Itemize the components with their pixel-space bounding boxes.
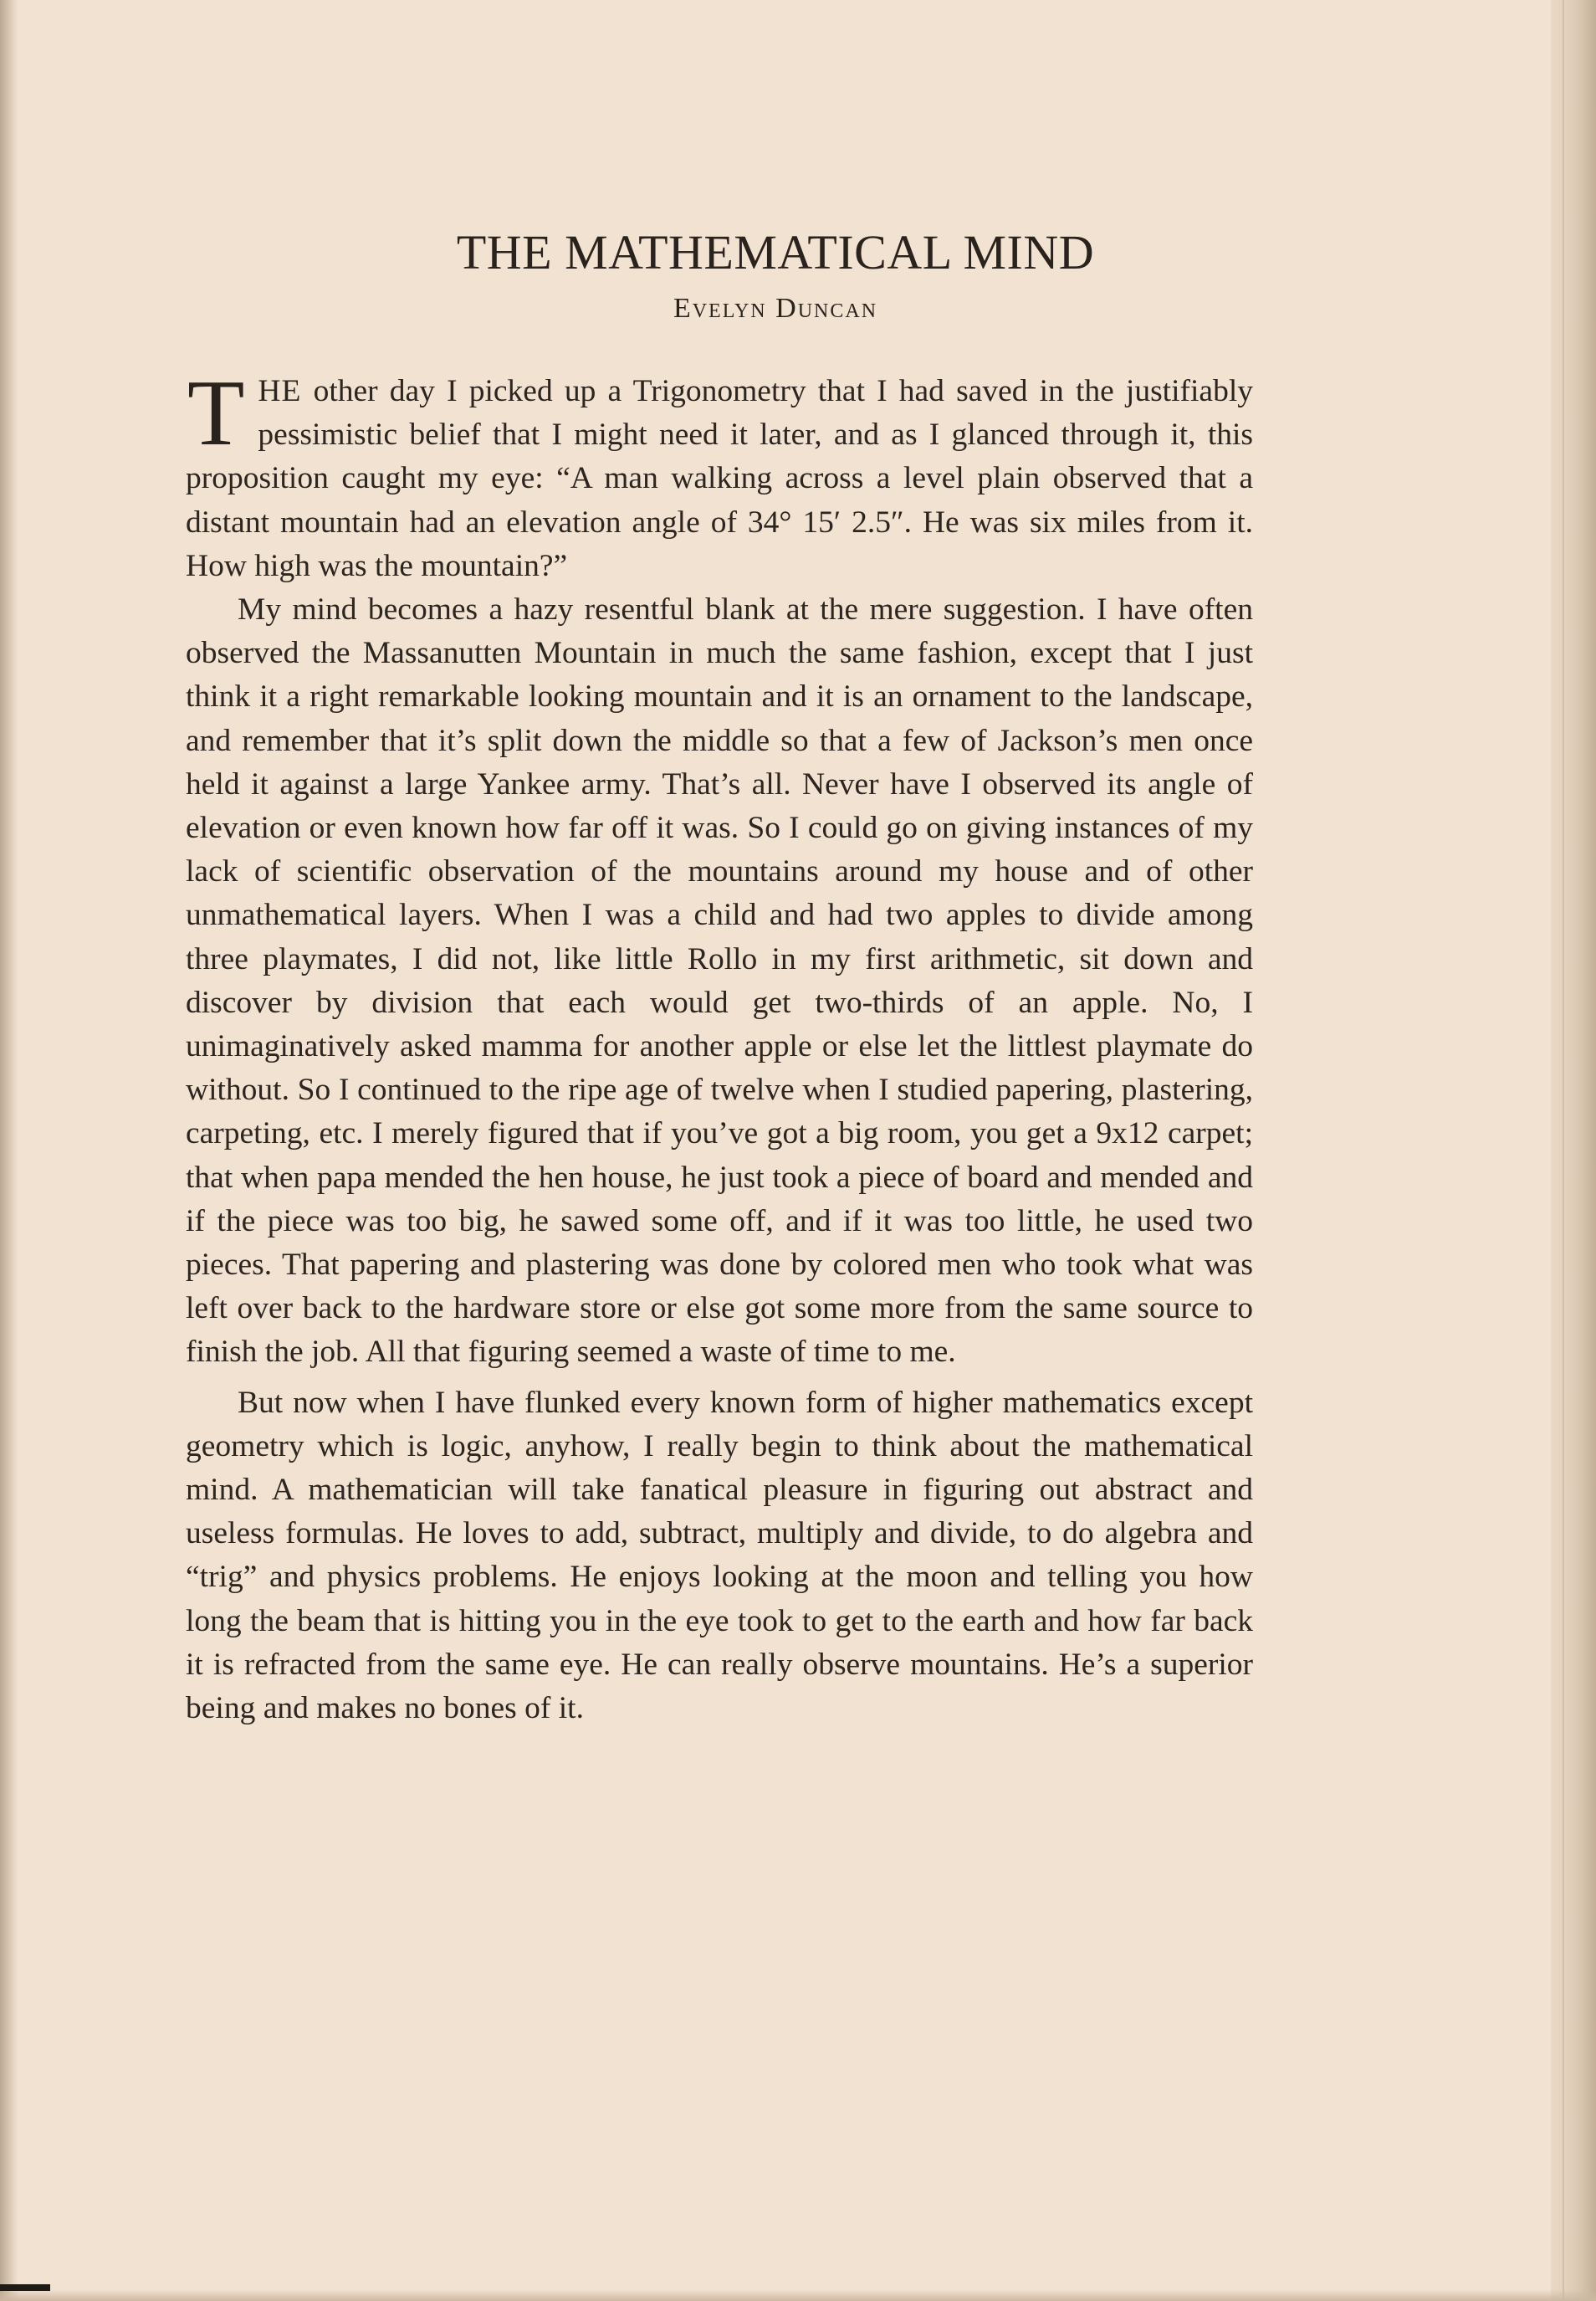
binding-shadow	[0, 0, 18, 2301]
article-title: THE MATHEMATICAL MIND	[456, 225, 1095, 279]
corner-mark	[0, 2284, 50, 2291]
paragraph-1	[186, 361, 1253, 588]
page-edge-line	[1563, 0, 1564, 2301]
paragraph-1-text: other day I picked up a Trigonometry that I had saved in the justifiably pessimistic belief that I might need it later, and as I glanced through it, this proposition caught my eye: “A man walking across a level plain observed that a distant mountain had an elevation angle of 34° 15′ 2.5″. He was six miles from it. How high was the mountain?”	[186, 374, 1253, 583]
bottom-edge	[0, 2289, 1596, 2301]
page-stack-edge	[1551, 0, 1596, 2301]
paragraph-3: But now when I have flunked every known form of higher mathematics except geometry which is logic, anyhow, I really begin to think about the mathematical mind. A mathematician will take fanatical pleasure in figuring out abstract and useless formulas. He loves to add, subtract, multiply and divide, to do algebra and “trig” and physics problems. He enjoys looking at the moon and telling you how long the beam that is hitting you in the eye took to get to the earth and how far back it is refracted from the same eye. He can really observe mountains. He’s a superior being and makes no bones of it.	[186, 1385, 1253, 1726]
article-author: Evelyn Duncan	[673, 293, 878, 324]
article-body	[186, 361, 1253, 1730]
paragraph-2: My mind becomes a hazy resentful blank at the mere suggestion. I have often observed the Massanutten Mountain in much the same fashion, except that I just think it a right remarkable looking mountain and it is an ornament to the landscape, and remember that it’s split down the middle so that a few of Jackson’s men once held it against a large Yankee army. That’s all. Never have I observed its angle of elevation or even known how far off it was. So I could go on giving instances of my lack of scientific observation of the mountains around my house and of other unmathematical layers. When I was a child and had two apples to divide among three playmates, I did not, like little Rollo in my first arithmetic, sit down and discover by division that each would get two-thirds of an apple. No, I unimaginatively asked mamma for another apple or else let the littlest playmate do without. So I continued to the ripe age of twelve when I studied papering, plastering, carpeting, etc. I merely figured that if you’ve got a big room, you get a 9x12 carpet; that when papa mended the hen house, he just took a piece of board and mended and if the piece was too big, he sawed some off, and if it was too little, he used two pieces. That papering and plastering was done by colored men who took what was left over back to the hardware store or else got some more from the same source to finish the job. All that figuring seemed a waste of time to me.	[186, 592, 1253, 1370]
drop-cap: T	[187, 361, 245, 465]
lead-caps: HE	[258, 374, 302, 408]
